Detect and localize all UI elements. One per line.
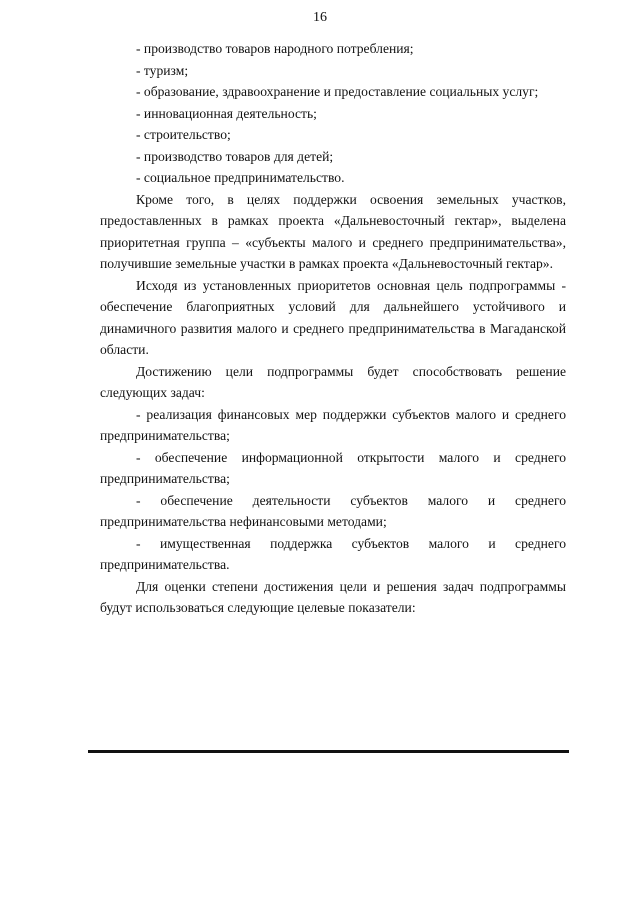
document-body (100, 38, 566, 619)
bottom-divider (88, 750, 569, 753)
list-item: - строительство; (136, 127, 231, 142)
list-item: - производство товаров народного потребления; (136, 41, 414, 56)
body-paragraph: Для оценки степени достижения цели и решения задач подпрограммы будут использоваться следующие целевые показатели: (100, 578, 566, 615)
list-item: - туризм; (136, 62, 189, 78)
list-item: - образование, здравоохранение и предоставление социальных услуг; (136, 84, 539, 99)
task-list-item: - обеспечение деятельности субъектов малого и среднего предпринимательства нефинансовыми методами; (100, 492, 566, 529)
list-item: - инновационная деятельность; (136, 105, 317, 121)
body-paragraph: Достижению цели подпрограммы будет способствовать решение следующих задач: (100, 363, 566, 400)
task-list-item: - реализация финансовых мер поддержки субъектов малого и среднего предпринимательства; (100, 406, 566, 443)
body-paragraph: Исходя из установленных приоритетов основная цель подпрограммы - обеспечение благоприятных условий для дальнейшего устойчивого и динамичного развития малого и среднего предпринимательства в Магаданской области. (100, 277, 566, 357)
task-list-item: - обеспечение информационной открытости малого и среднего предпринимательства; (100, 449, 566, 486)
list-item: - производство товаров для детей; (136, 148, 334, 164)
body-paragraph: Кроме того, в целях поддержки освоения земельных участков, предоставленных в рамках проекта «Дальневосточный гектар», выделена приоритетная группа – «субъекты малого и среднего предпринимательства», получившие земельные участки в рамках проекта «Дальневосточный гектар». (100, 191, 566, 271)
list-item: - социальное предпринимательство. (136, 170, 345, 185)
page-number: 16 (313, 10, 327, 25)
task-list-item: - имущественная поддержка субъектов малого и среднего предпринимательства. (100, 535, 566, 572)
